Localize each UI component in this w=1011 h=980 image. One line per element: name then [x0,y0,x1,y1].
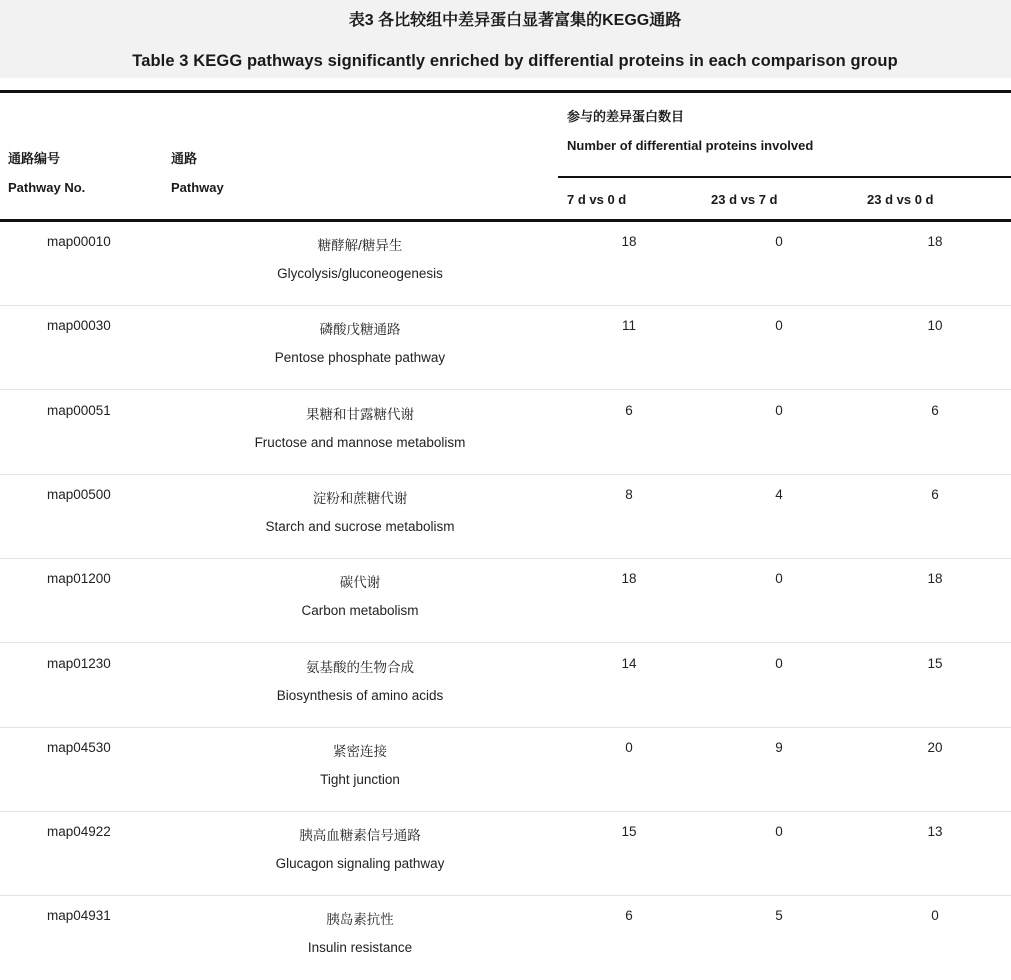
count-23d-vs-0d: 15 [927,655,943,671]
count-7d-vs-0d: 6 [625,402,633,418]
count-23d-vs-7d: 5 [775,908,783,924]
count-7d-vs-0d: 18 [621,571,637,587]
table-row [0,728,1011,812]
table-row [0,222,1011,306]
pathway-name-cn: 胰高血糖素信号通路 [299,828,421,844]
pathway-name-cn: 氨基酸的生物合成 [306,659,414,675]
caption-chinese: 表3 各比较组中差异蛋白显著富集的KEGG通路 [348,12,682,29]
count-7d-vs-0d: 11 [621,318,636,334]
pathway-name-cn: 淀粉和蔗糖代谢 [312,490,408,506]
table-row [0,812,1011,896]
pathway-id: map00030 [47,318,111,334]
table-top-rule [0,90,1011,93]
header-col-23d-vs-7d: 23 d vs 7 d [711,192,778,207]
count-23d-vs-7d: 0 [775,234,783,249]
pathway-name-cn: 紧密连接 [333,743,387,759]
header-pathway-no-cn: 通路编号 [8,151,61,166]
count-7d-vs-0d: 0 [625,739,633,755]
pathway-name-en: Fructose and mannose metabolism [254,434,466,450]
count-23d-vs-0d: 6 [931,486,939,502]
count-23d-vs-0d: 13 [927,824,943,840]
count-7d-vs-0d: 6 [625,908,633,924]
table-row [0,644,1011,728]
count-23d-vs-0d: 0 [931,908,939,924]
pathway-name-en: Glucagon signaling pathway [275,856,445,872]
count-23d-vs-0d: 18 [927,571,943,587]
count-23d-vs-7d: 0 [775,824,783,840]
count-23d-vs-7d: 0 [775,571,783,587]
count-23d-vs-0d: 20 [927,739,943,755]
pathway-name-en: Biosynthesis of amino acids [276,687,444,703]
count-23d-vs-7d: 4 [775,486,783,502]
table-row [0,475,1011,559]
table-row [0,306,1011,390]
header-col-23d-vs-0d: 23 d vs 0 d [867,192,934,207]
count-23d-vs-7d: 0 [775,402,783,418]
count-23d-vs-0d: 10 [927,318,943,334]
pathway-name-en: Glycolysis/gluconeogenesis [277,266,443,281]
pathway-name-cn: 果糖和甘露糖代谢 [306,406,414,422]
header-col-7d-vs-0d: 7 d vs 0 d [567,192,627,207]
pathway-id: map00010 [47,234,111,249]
pathway-id: map01200 [47,571,111,587]
caption-english: Table 3 KEGG pathways significantly enriched by differential proteins in each comparison group [132,52,898,70]
pathway-name-cn: 磷酸戊糖通路 [319,322,401,338]
table-row [0,391,1011,475]
pathway-id: map01230 [47,655,111,671]
pathway-id: map00051 [47,402,111,418]
pathway-name-en: Carbon metabolism [301,603,419,619]
count-7d-vs-0d: 18 [621,234,637,249]
table-row [0,896,1011,980]
count-23d-vs-7d: 0 [775,318,783,334]
pathway-name-en: Starch and sucrose metabolism [265,518,455,534]
count-23d-vs-7d: 0 [775,655,783,671]
header-group-cn: 参与的差异蛋白数目 [567,109,685,124]
count-23d-vs-0d: 18 [927,234,943,249]
pathway-name-en: Tight junction [320,771,400,787]
pathway-id: map00500 [47,486,111,502]
count-7d-vs-0d: 14 [621,655,637,671]
count-23d-vs-7d: 9 [775,739,783,755]
pathway-name-cn: 碳代谢 [339,575,381,591]
header-pathway-en: Pathway [171,180,224,195]
pathway-id: map04922 [47,824,111,840]
pathway-name-en: Pentose phosphate pathway [274,350,446,366]
table-row [0,559,1011,643]
pathway-name-cn: 胰岛素抗性 [326,912,394,928]
header-group-en: Number of differential proteins involved [567,138,814,153]
pathway-name-en: Insulin resistance [307,940,413,956]
table-caption [0,0,1011,78]
pathway-id: map04530 [47,739,111,755]
count-7d-vs-0d: 15 [621,824,637,840]
count-7d-vs-0d: 8 [625,486,633,502]
header-pathway-no-en: Pathway No. [8,180,86,195]
pathway-id: map04931 [47,908,111,924]
header-pathway-cn: 通路 [171,151,198,166]
count-23d-vs-0d: 6 [931,402,939,418]
pathway-name-cn: 糖酵解/糖异生 [317,238,403,253]
group-header-rule [558,176,1011,178]
